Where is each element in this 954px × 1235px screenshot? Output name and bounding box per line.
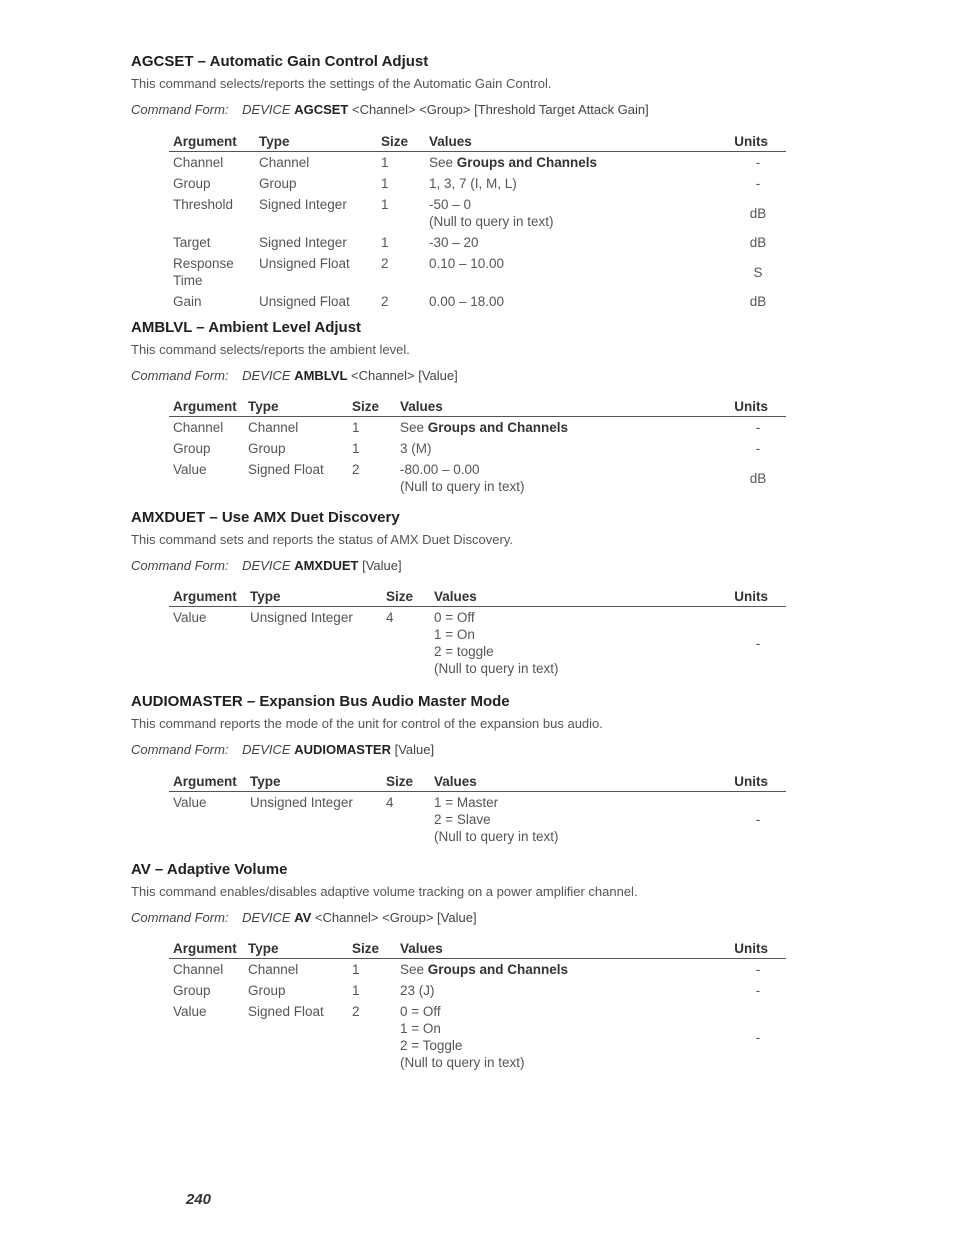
cell-units: dB — [749, 470, 767, 486]
column-header-size: Size — [382, 773, 430, 792]
cell-size: 1 — [352, 441, 360, 456]
column-header-type: Type — [246, 588, 382, 607]
cell-size: 1 — [381, 176, 389, 191]
table-row — [169, 173, 786, 194]
column-header-type: Type — [244, 940, 348, 959]
cell-values: -80.00 – 0.00 (Null to query in text) — [400, 462, 525, 494]
cell-type: Unsigned Float — [259, 256, 350, 271]
cell-type: Unsigned Float — [259, 294, 350, 309]
cell-argument: Channel — [173, 962, 224, 977]
cell-values: -50 – 0 (Null to query in text) — [429, 197, 554, 229]
cell-type: Group — [248, 441, 286, 456]
cell-argument: Value — [173, 1004, 207, 1019]
arguments-table — [169, 773, 786, 847]
column-header-size: Size — [348, 398, 396, 417]
cell-values: See Groups and Channels — [400, 962, 569, 977]
table-row — [169, 1001, 786, 1073]
command-form: Command Form: DEVICE AUDIOMASTER [Value] — [131, 742, 435, 757]
cell-values: 0.10 – 10.00 — [429, 256, 505, 271]
cell-units: - — [755, 420, 761, 435]
cell-type: Unsigned Integer — [250, 795, 353, 810]
table-row — [169, 417, 786, 439]
section-title: AV – Adaptive Volume — [131, 861, 288, 878]
table-row — [169, 438, 786, 459]
column-header-units: Units — [730, 588, 786, 607]
cell-values: -30 – 20 — [429, 235, 479, 250]
section-agcset — [131, 53, 791, 118]
cell-units: dB — [749, 235, 767, 250]
section-amxduet — [131, 509, 791, 574]
table-row — [169, 291, 786, 312]
column-header-values: Values — [430, 773, 730, 792]
cell-argument: Response Time — [173, 256, 234, 288]
column-header-units: Units — [730, 773, 786, 792]
table-header-row — [169, 588, 786, 607]
cell-units: - — [755, 635, 761, 651]
cell-units: - — [755, 812, 761, 827]
cell-values: 0.00 – 18.00 — [429, 294, 505, 309]
cell-argument: Value — [173, 462, 207, 477]
cell-size: 1 — [352, 962, 360, 977]
table-row — [169, 607, 786, 680]
cell-argument: Target — [173, 235, 211, 250]
cell-size: 4 — [386, 795, 394, 810]
column-header-argument: Argument — [169, 398, 244, 417]
table-header-row — [169, 773, 786, 792]
table-row — [169, 194, 786, 232]
section-description: This command selects/reports the settings of the Automatic Gain Control. — [131, 76, 552, 91]
column-header-size: Size — [377, 133, 425, 152]
cell-values: 3 (M) — [400, 441, 432, 456]
column-header-units: Units — [730, 940, 786, 959]
arguments-table — [169, 398, 786, 497]
cell-type: Signed Integer — [259, 197, 347, 212]
column-header-values: Values — [430, 588, 730, 607]
cell-units: - — [755, 176, 761, 191]
column-header-size: Size — [348, 940, 396, 959]
column-header-values: Values — [396, 940, 730, 959]
cell-units: dB — [749, 205, 767, 221]
table-header-row — [169, 133, 786, 152]
cell-units: - — [755, 962, 761, 977]
cell-values: 23 (J) — [400, 983, 435, 998]
cell-values: See Groups and Channels — [429, 155, 598, 170]
table-row — [169, 959, 786, 981]
cell-argument: Group — [173, 441, 211, 456]
cell-type: Channel — [248, 962, 299, 977]
cell-units: S — [753, 264, 763, 280]
cell-size: 2 — [381, 294, 389, 309]
section-description: This command sets and reports the status of AMX Duet Discovery. — [131, 532, 513, 547]
cell-size: 2 — [352, 1004, 360, 1019]
table-header-row — [169, 398, 786, 417]
cell-type: Signed Float — [248, 462, 324, 477]
column-header-values: Values — [396, 398, 730, 417]
table-row — [169, 792, 786, 848]
cell-size: 2 — [381, 256, 389, 271]
cell-argument: Value — [173, 795, 207, 810]
arguments-table — [169, 588, 786, 679]
cell-type: Group — [259, 176, 297, 191]
cell-argument: Group — [173, 983, 211, 998]
command-form: Command Form: DEVICE AGCSET <Channel> <Group> [Threshold Target Attack Gain] — [131, 102, 649, 117]
table-row — [169, 459, 786, 497]
arguments-table — [169, 940, 786, 1073]
cell-type: Unsigned Integer — [250, 610, 353, 625]
section-title: AGCSET – Automatic Gain Control Adjust — [131, 53, 429, 70]
cell-values: 0 = Off 1 = On 2 = Toggle (Null to query in text) — [400, 1004, 525, 1070]
column-header-values: Values — [425, 133, 730, 152]
column-header-argument: Argument — [169, 940, 244, 959]
column-header-argument: Argument — [169, 588, 246, 607]
cell-argument: Group — [173, 176, 211, 191]
cell-units: - — [755, 441, 761, 456]
cell-type: Group — [248, 983, 286, 998]
cell-type: Signed Float — [248, 1004, 324, 1019]
table-row — [169, 253, 786, 291]
section-title: AMBLVL – Ambient Level Adjust — [131, 319, 362, 336]
cell-argument: Channel — [173, 420, 224, 435]
cell-argument: Threshold — [173, 197, 234, 212]
cell-size: 1 — [381, 197, 389, 212]
column-header-argument: Argument — [169, 773, 246, 792]
cell-values: See Groups and Channels — [400, 420, 569, 435]
cell-type: Signed Integer — [259, 235, 347, 250]
table-row — [169, 980, 786, 1001]
cell-values: 1 = Master 2 = Slave (Null to query in text) — [434, 795, 559, 844]
cell-size: 1 — [352, 420, 360, 435]
section-title: AMXDUET – Use AMX Duet Discovery — [131, 509, 400, 526]
cell-type: Channel — [259, 155, 310, 170]
section-audiomaster — [131, 693, 791, 758]
command-form: Command Form: DEVICE AMBLVL <Channel> [Value] — [131, 368, 458, 383]
column-header-units: Units — [730, 398, 786, 417]
column-header-units: Units — [730, 133, 786, 152]
section-amblvl — [131, 319, 791, 384]
command-form: Command Form: DEVICE AV <Channel> <Group> [Value] — [131, 910, 477, 925]
section-description: This command selects/reports the ambient level. — [131, 342, 410, 357]
arguments-table — [169, 133, 786, 312]
cell-values: 1, 3, 7 (I, M, L) — [429, 176, 517, 191]
column-header-type: Type — [244, 398, 348, 417]
cell-size: 1 — [381, 155, 389, 170]
cell-size: 4 — [386, 610, 394, 625]
page-number: 240 — [186, 1191, 212, 1208]
cell-units: - — [755, 983, 761, 998]
cell-units: - — [755, 155, 761, 170]
cell-size: 1 — [381, 235, 389, 250]
section-title: AUDIOMASTER – Expansion Bus Audio Master Mode — [131, 693, 510, 710]
cell-size: 2 — [352, 462, 360, 477]
section-description: This command reports the mode of the unit for control of the expansion bus audio. — [131, 716, 603, 731]
cell-values: 0 = Off 1 = On 2 = toggle (Null to query in text) — [434, 610, 559, 676]
cell-argument: Channel — [173, 155, 224, 170]
section-av — [131, 861, 791, 926]
column-header-type: Type — [255, 133, 377, 152]
cell-units: dB — [749, 294, 767, 309]
cell-argument: Value — [173, 610, 207, 625]
section-description: This command enables/disables adaptive volume tracking on a power amplifier channel. — [131, 884, 638, 899]
table-row — [169, 152, 786, 174]
table-header-row — [169, 940, 786, 959]
column-header-argument: Argument — [169, 133, 255, 152]
table-row — [169, 232, 786, 253]
cell-argument: Gain — [173, 294, 202, 309]
command-form: Command Form: DEVICE AMXDUET [Value] — [131, 558, 402, 573]
column-header-size: Size — [382, 588, 430, 607]
cell-units: - — [755, 1029, 761, 1045]
cell-type: Channel — [248, 420, 299, 435]
column-header-type: Type — [246, 773, 382, 792]
cell-size: 1 — [352, 983, 360, 998]
